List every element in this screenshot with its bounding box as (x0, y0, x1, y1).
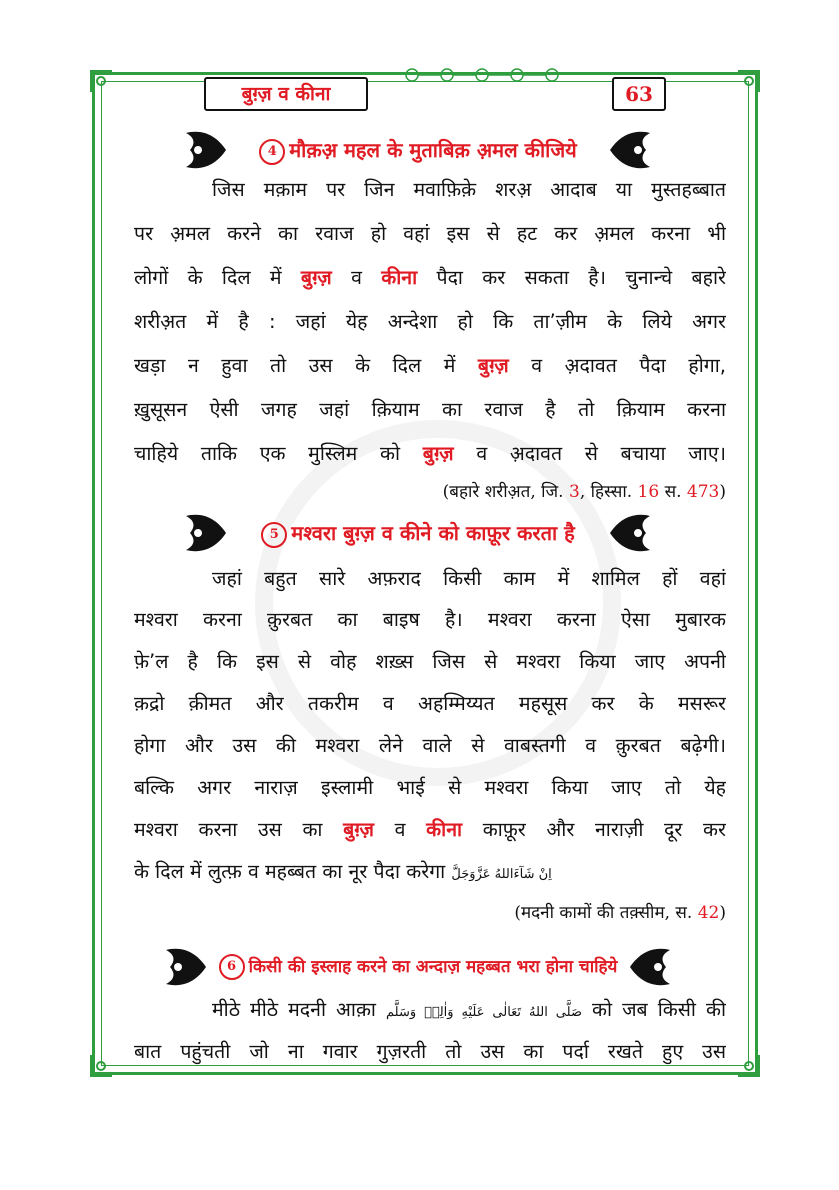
paragraph-line: मीठे मीठे मदनी आक़ा صَلَّى اللهُ تَعَالٰى عَلَيْهِ وَاٰلِهٖ وَسَلَّم को जब किसी की (212, 998, 726, 1021)
citation: (मदनी कामों की तक़्सीम, स. 42) (514, 903, 726, 923)
paragraph-line: बात पहुंचती जो ना गवार गुज़रती तो उस का पर्दा रखते हुए उस (134, 1040, 726, 1063)
paragraph-line: लोगों के दिल में बुग़्ज़ व कीना पैदा कर सकता है। चुनान्चे बहारे (134, 266, 726, 289)
paragraph-line: क़द्रो क़ीमत और तकरीम व अहम्मिय्यत महसूस कर के मसरूर (134, 692, 726, 715)
book-title-box: बुग़्ज़ व कीना (204, 77, 368, 111)
section-number: 4 (259, 139, 285, 165)
paragraph-line: शरीअ़त में है : जहां येह अन्देशा हो कि ता’ज़ीम के लिये अगर (134, 310, 726, 333)
top-border-ornament-icon (392, 64, 592, 86)
arabic-salutation: صَلَّى اللهُ تَعَالٰى عَلَيْهِ وَاٰلِهٖ وَسَلَّم (386, 1005, 582, 1020)
heading-ornament-icon (160, 942, 208, 992)
section-title: मौक़अ़ महल के मुताबिक़ अ़मल कीजिये (289, 138, 577, 162)
highlight-word: कीना (426, 818, 463, 841)
paragraph-line: जहां बहुत सारे अफ़राद किसी काम में शामिल हों वहां (212, 567, 726, 590)
heading-ornament-icon (608, 125, 656, 175)
section-title: मश्वरा बुग़्ज़ व कीने को काफ़ूर करता है (291, 521, 575, 545)
citation: (बहारे शरीअ़त, जि. 3, हिस्सा. 16 स. 473) (442, 482, 726, 502)
section-heading-5 (180, 508, 656, 558)
section-heading-4 (180, 125, 656, 175)
paragraph-line: बल्कि अगर नाराज़ इस्लामी भाई से मश्वरा किया जाए तो येह (134, 776, 726, 799)
corner-ornament-icon (736, 1053, 762, 1079)
corner-ornament-icon (88, 1053, 114, 1079)
paragraph-line: के दिल में लुत्फ़ व महब्बत का नूर पैदा करेगा اِنْ شَآءَاللهُ عَزَّوَجَلَّ (134, 860, 552, 883)
paragraph-line: जिस मक़ाम पर जिन मवाफ़िक़े शरअ़ आदाब या मुस्तहब्बात (212, 178, 726, 201)
corner-ornament-icon (736, 68, 762, 94)
highlight-word: कीना (381, 266, 418, 289)
section-number: 5 (261, 522, 287, 548)
paragraph-line: फ़े’ल है कि इस से वोह शख़्स जिस से मश्वरा किया जाए अपनी (134, 650, 726, 673)
section-title: किसी की इस्लाह करने का अन्दाज़ महब्बत भरा होना चाहिये (248, 957, 618, 977)
arabic-invocation: اِنْ شَآءَاللهُ عَزَّوَجَلَّ (451, 867, 552, 882)
heading-ornament-icon (180, 508, 228, 558)
heading-ornament-icon (628, 942, 676, 992)
paragraph-line: खड़ा न हुवा तो उस के दिल में बुग़्ज़ व अ़दावत पैदा होगा, (134, 354, 726, 377)
section-number: 6 (219, 954, 245, 980)
page-number: 63 (612, 77, 666, 111)
highlight-word: बुग़्ज़ (477, 354, 509, 377)
highlight-word: बुग़्ज़ (300, 266, 332, 289)
heading-ornament-icon (180, 125, 228, 175)
paragraph-line: ख़ुसूसन ऐसी जगह जहां क़ियाम का रवाज है तो क़ियाम करना (134, 398, 726, 421)
heading-ornament-icon (608, 508, 656, 558)
paragraph-line: होगा और उस की मश्वरा लेने वाले से वाबस्तगी व क़ुरबत बढ़ेगी। (134, 734, 726, 757)
section-heading-6 (160, 942, 676, 992)
paragraph-line: पर अ़मल करने का रवाज हो वहां इस से हट कर अ़मल करना भी (134, 222, 726, 245)
corner-ornament-icon (88, 68, 114, 94)
highlight-word: बुग़्ज़ (343, 818, 375, 841)
paragraph-line: मश्वरा करना उस का बुग़्ज़ व कीना काफ़ूर और नाराज़ी दूर कर (134, 818, 726, 841)
paragraph-line: चाहिये ताकि एक मुस्लिम को बुग़्ज़ व अ़दावत से बचाया जाए। (134, 442, 726, 465)
paragraph-line: मश्वरा करना क़ुरबत का बाइष है। मश्वरा करना ऐसा मुबारक (134, 608, 726, 631)
highlight-word: बुग़्ज़ (422, 442, 454, 465)
